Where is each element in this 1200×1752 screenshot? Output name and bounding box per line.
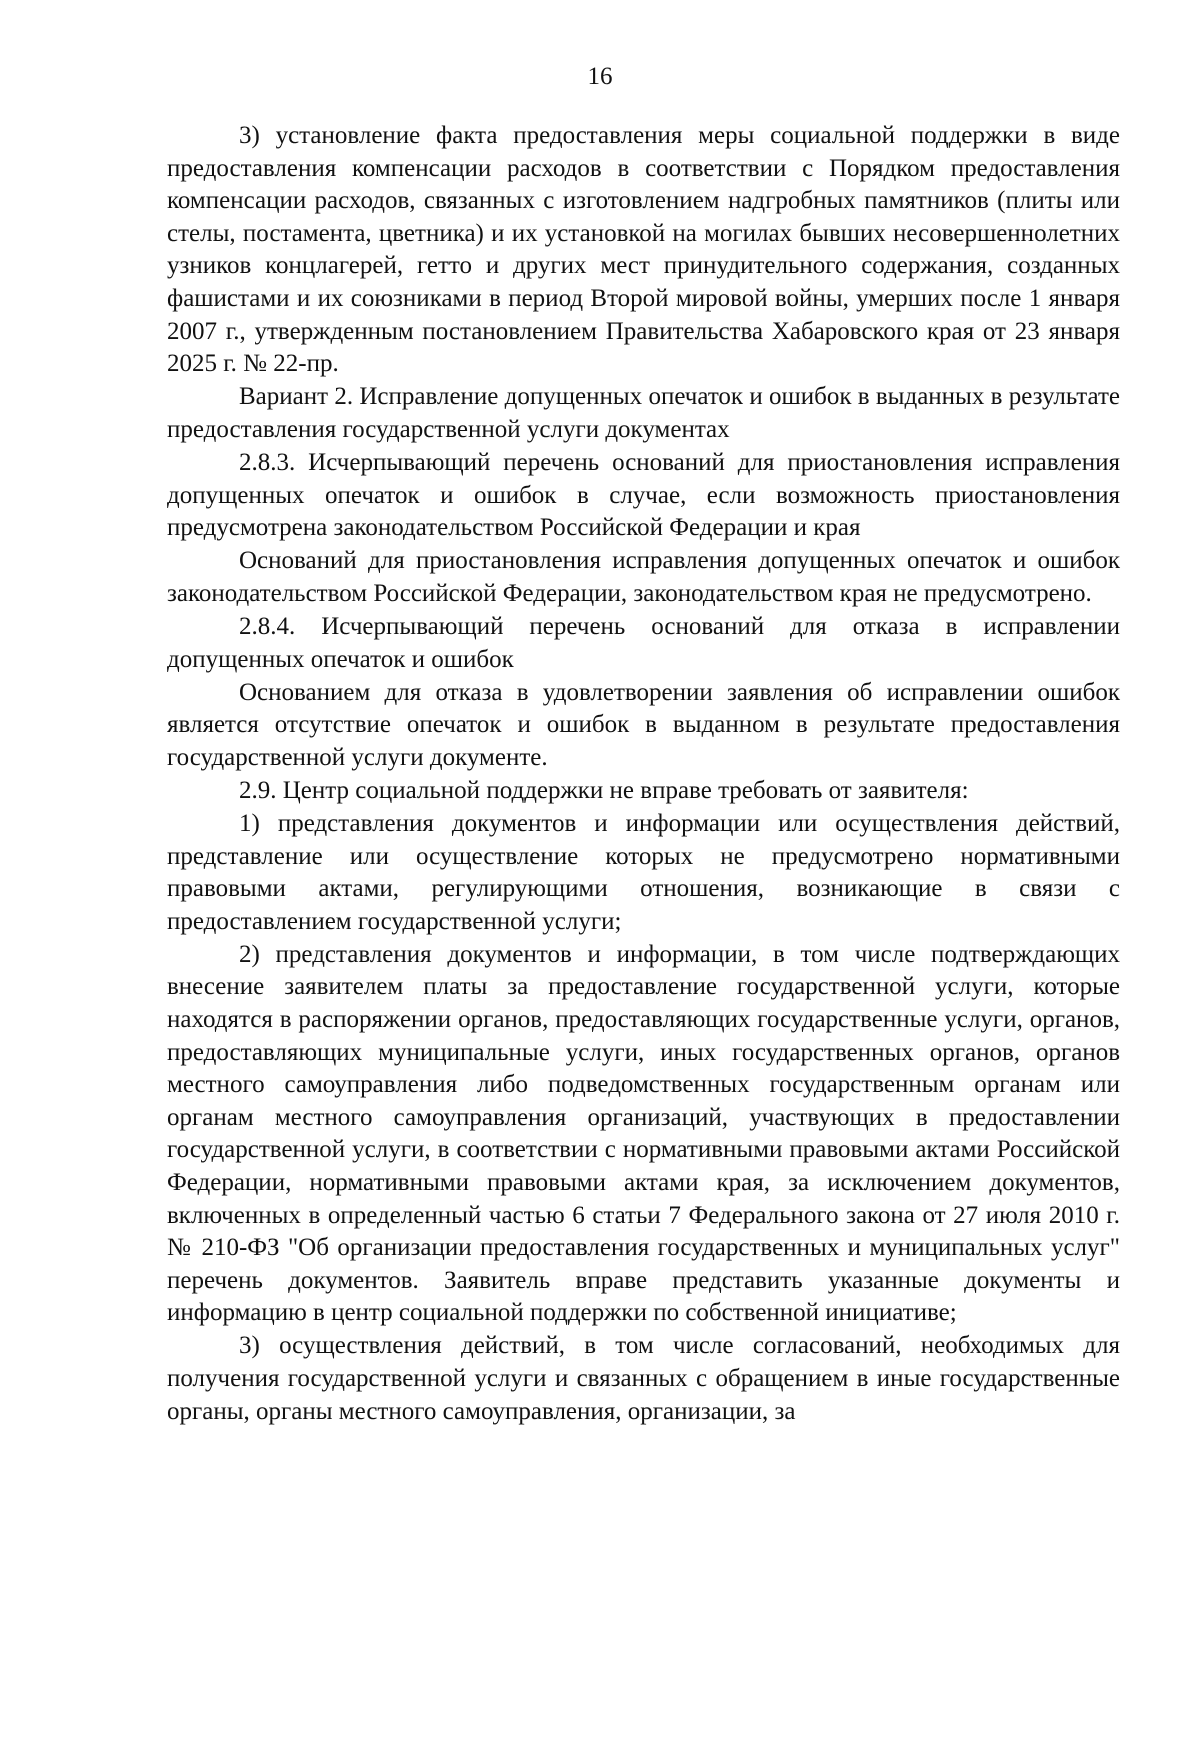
paragraph-2-9-item-1: 1) представления документов и информации или осуществления действий, представление или осуществление которых не предусмотрено нормативными правовыми актами, регулирующими отношения, возникающие в связи с предоставлением государственной услуги; — [167, 809, 1120, 935]
paragraph-2-9: 2.9. Центр социальной поддержки не вправе требовать от заявителя: — [239, 776, 969, 804]
document-body — [167, 120, 1120, 1428]
paragraph-no-suspension-grounds: Оснований для приостановления исправления допущенных опечаток и ошибок законодательством Российской Федерации, законодательством края не предусмотрено. — [167, 547, 1120, 607]
paragraph-2-8-3: 2.8.3. Исчерпывающий перечень оснований для приостановления исправления допущенных опечаток и ошибок в случае, если возможность приостановления предусмотрена законодательством Российской Федерации и края — [167, 448, 1120, 542]
paragraph-2-9-item-3: 3) осуществления действий, в том числе согласований, необходимых для получения государственной услуги и связанных с обращением в иные государственные органы, органы местного самоуправления, организации, за — [167, 1332, 1120, 1425]
paragraph-refusal-grounds: Основанием для отказа в удовлетворении заявления об исправлении ошибок является отсутствие опечаток и ошибок в выданном в результате предоставления государственной услуги документе. — [167, 678, 1120, 771]
paragraph-item-3-compensation: 3) установление факта предоставления меры социальной поддержки в виде предоставления компенсации расходов в соответствии с Порядком предоставления компенсации расходов, связанных с изготовлением надгробных памятников (плиты или стелы, постамента, цветника) и их установкой на могилах бывших несовершеннолетних узников концлагерей, гетто и других мест принудительного содержания, созданных фашистами и их союзниками в период Второй мировой войны, умерших после 1 января 2007 г., утвержденным постановлением Правительства Хабаровского края от 23 января 2025 г. № 22-пр. — [167, 122, 1120, 378]
paragraph-variant-2-heading: Вариант 2. Исправление допущенных опечаток и ошибок в выданных в результате предоставления государственной услуги документах — [167, 383, 1120, 443]
page-number: 16 — [587, 63, 613, 90]
paragraph-2-8-4: 2.8.4. Исчерпывающий перечень оснований для отказа в исправлении допущенных опечаток и ошибок — [167, 612, 1120, 673]
paragraph-2-9-item-2: 2) представления документов и информации, в том числе подтверждающих внесение заявителем платы за предоставление государственной услуги, которые находятся в распоряжении органов, предоставляющих государственные услуги, органов, предоставляющих муниципальные услуги, иных государственных органов, органов местного самоуправления либо подведомственных государственным органам или органам местного самоуправления организаций, участвующих в предоставлении государственной услуги, в соответствии с нормативными правовыми актами Российской Федерации, нормативными правовыми актами края, за исключением документов, включенных в определенный частью 6 статьи 7 Федерального закона от 27 июля 2010 г. № 210-ФЗ "Об организации предоставления государственных и муниципальных услуг" перечень документов. Заявитель вправе представить указанные документы и информацию в центр социальной поддержки по собственной инициативе; — [167, 940, 1120, 1327]
